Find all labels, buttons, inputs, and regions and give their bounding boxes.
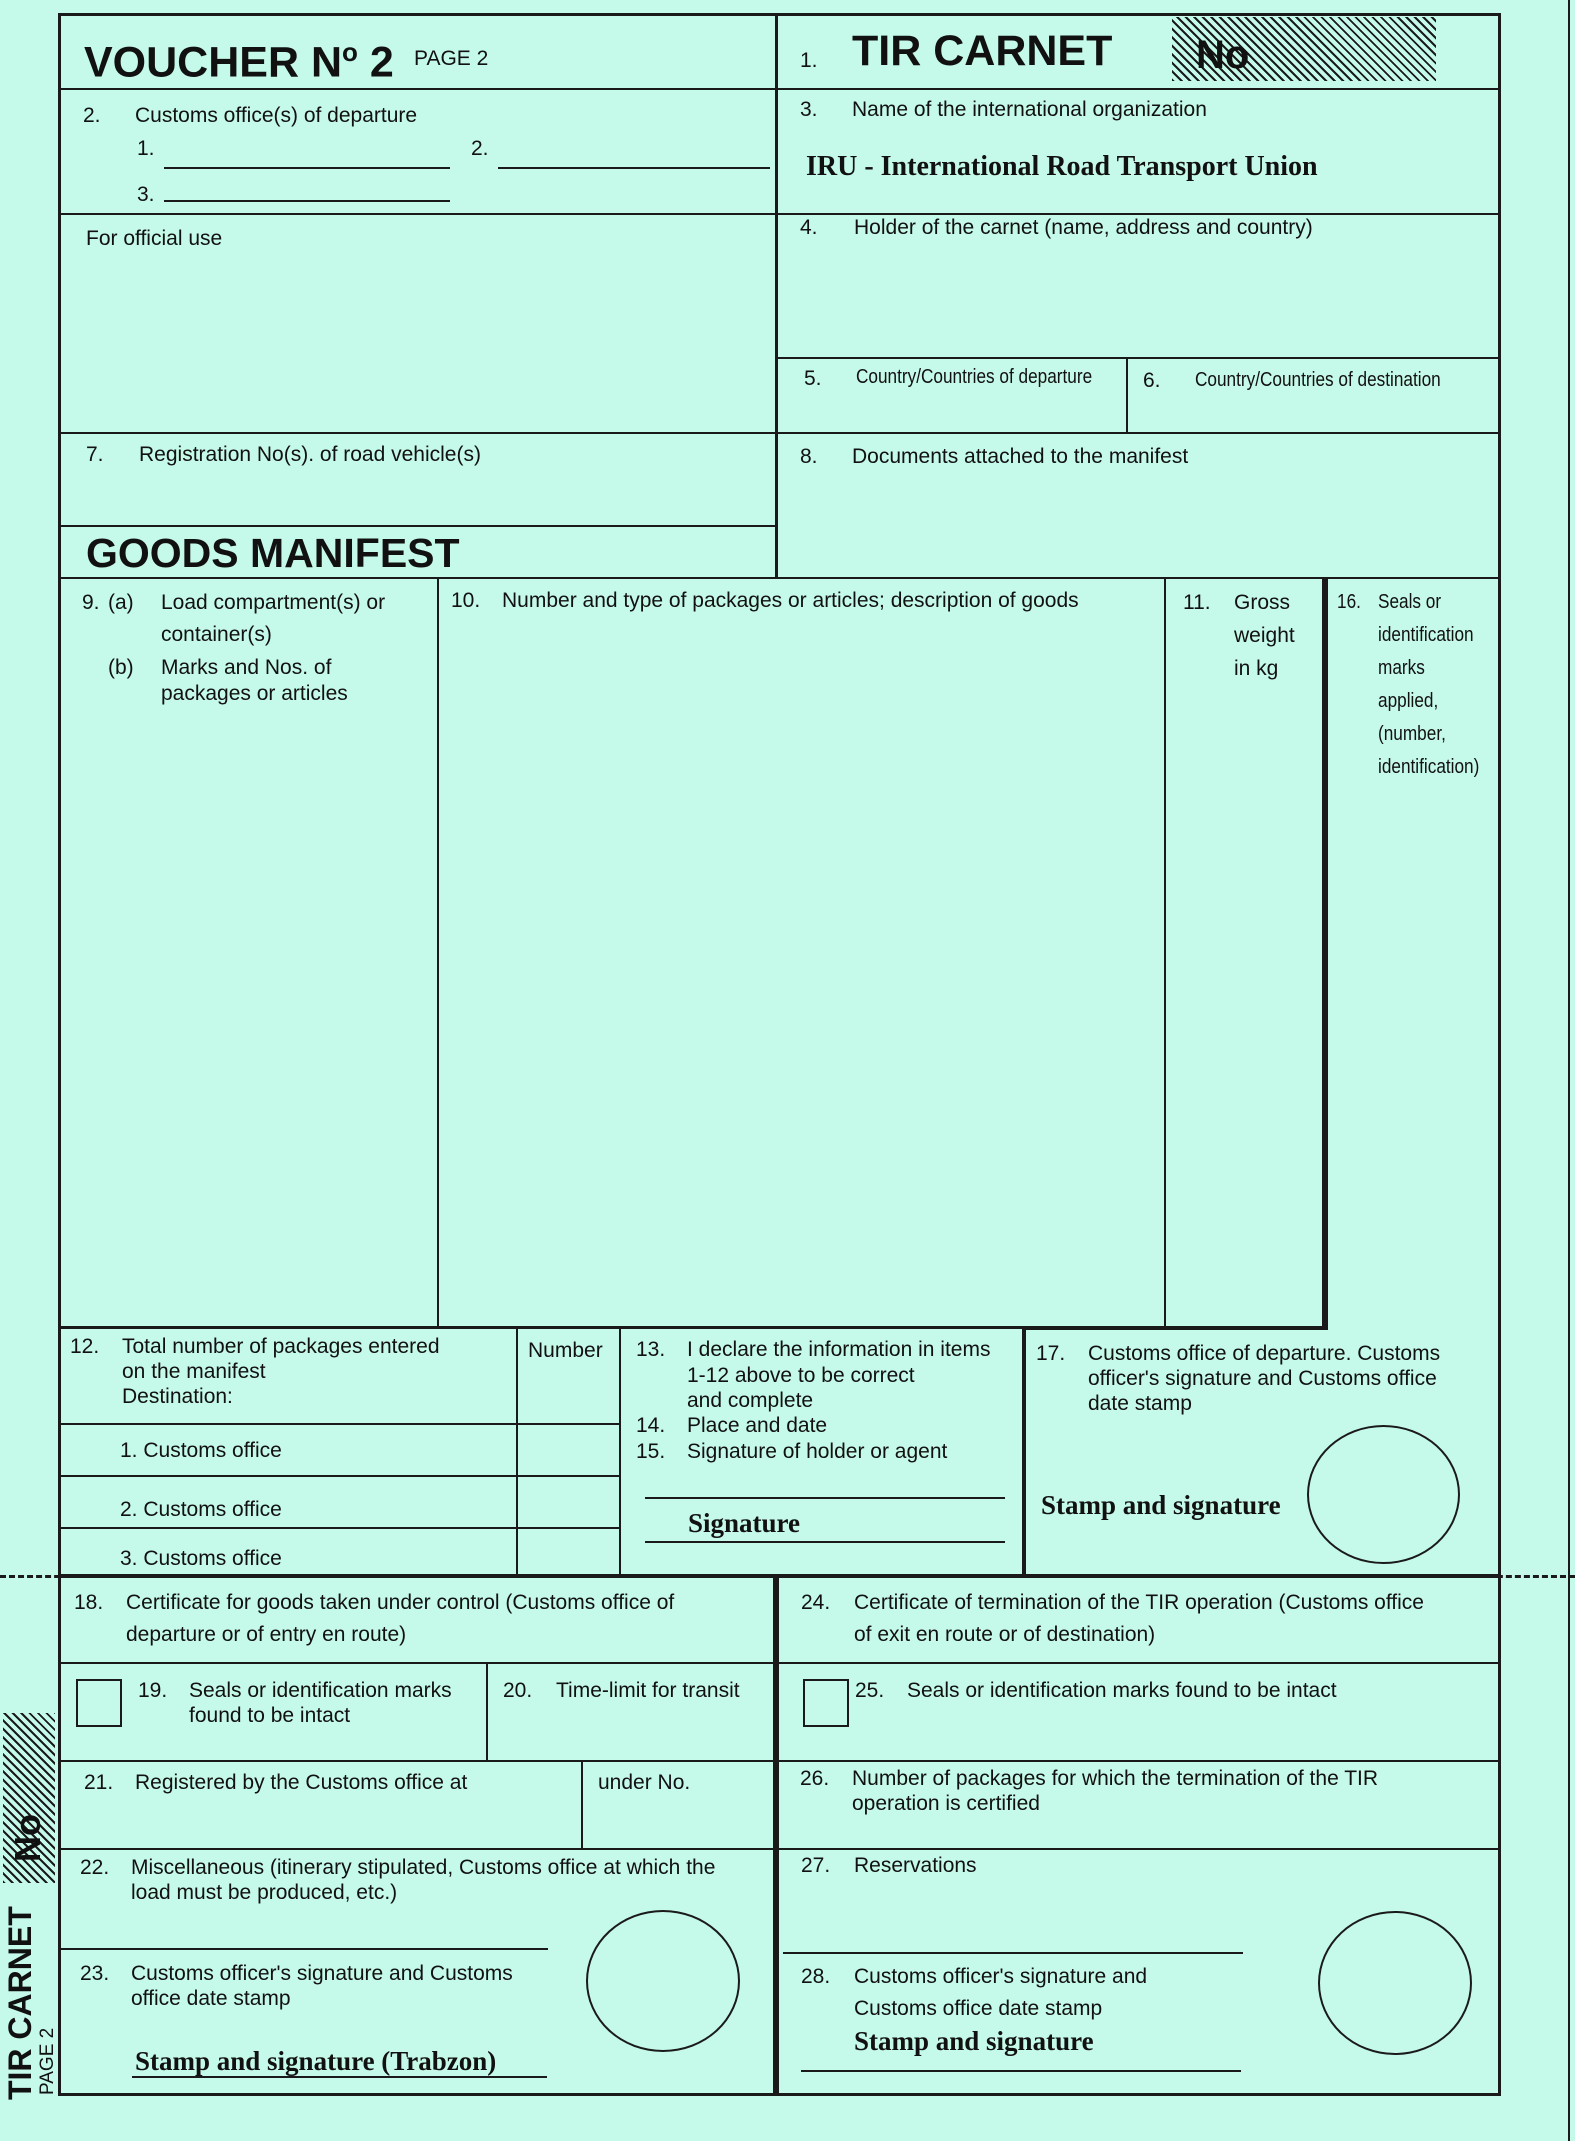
box25-checkbox[interactable] [803,1679,849,1727]
box20-num: 20. [503,1679,533,1702]
box2-line2-label: 2. [471,137,489,160]
box21-under-no: under No. [598,1771,691,1794]
box17-line2: officer's signature and Customs office [1088,1367,1437,1390]
box12-line2: on the manifest [122,1360,266,1383]
box27-label: Reservations [854,1854,977,1877]
box10-num: 10. [451,589,481,612]
box23-num: 23. [80,1962,110,1985]
box28-line1: Customs officer's signature and [854,1965,1148,1988]
box8-label: Documents attached to the manifest [852,445,1189,468]
box3-num: 3. [800,98,818,121]
box19-num: 19. [138,1679,168,1702]
cut-line [0,1575,1575,1578]
box22-line1: Miscellaneous (itinerary stipulated, Customs office at which the [131,1856,716,1879]
box12-line3: Destination: [122,1385,233,1408]
box16-line6: identification) [1378,756,1480,778]
box20-label: Time-limit for transit [556,1679,740,1702]
side-no: No [7,1814,48,1862]
box14-label: Place and date [687,1414,828,1437]
box18-line2: departure or of entry en route) [126,1623,407,1646]
box13-num: 13. [636,1338,666,1361]
box11-line2: weight [1234,624,1295,647]
box7-label: Registration No(s). of road vehicle(s) [139,443,481,466]
box28-num: 28. [801,1965,831,1988]
box10-label: Number and type of packages or articles; description of goods [502,589,1079,612]
box23-stamp: Stamp and signature (Trabzon) [135,2046,497,2076]
box16-line1: Seals or [1378,591,1442,613]
box23-line2: office date stamp [131,1987,291,2010]
box9-num: 9. [82,591,100,614]
box2-line3 [164,200,450,202]
box21-num: 21. [84,1771,114,1794]
box23-stamp-circle [586,1910,740,2052]
box8-num: 8. [800,445,818,468]
box17-num: 17. [1036,1342,1066,1365]
box21-label: Registered by the Customs office at [135,1771,468,1794]
box24-line2: of exit en route or of destination) [854,1623,1156,1646]
box2-line1-label: 1. [137,137,155,160]
box7-num: 7. [86,443,104,466]
box13-line3: and complete [687,1389,814,1412]
box6-label: Country/Countries of destination [1195,369,1441,391]
box17-stamp-circle [1307,1425,1460,1564]
box3-label: Name of the international organization [852,98,1207,121]
box28-stamp-circle [1318,1911,1472,2055]
box16-line5: (number, [1378,723,1446,745]
box5-num: 5. [804,367,822,390]
box16-num: 16. [1337,591,1361,613]
carnet-no: No [1196,33,1250,77]
customs-office-2: 2. Customs office [120,1498,282,1521]
box16-line3: marks [1378,657,1425,679]
side-page: PAGE 2 [37,2027,58,2095]
box4-num: 4. [800,216,818,239]
box9-b-label1: Marks and Nos. of [161,656,332,679]
side-carnet-title: TIR CARNET [2,1906,38,2100]
box11-line3: in kg [1234,657,1279,680]
box9-b-label2: packages or articles [161,682,348,705]
box2-line3-label: 3. [137,183,155,206]
box9-a: (a) [108,591,134,614]
customs-office-3: 3. Customs office [120,1547,282,1570]
box4-label: Holder of the carnet (name, address and country) [854,216,1313,239]
box25-label: Seals or identification marks found to be intact [907,1679,1337,1702]
box16-line4: applied, [1378,690,1439,712]
box24-num: 24. [801,1591,831,1614]
box11-num: 11. [1183,591,1211,614]
box23-line1: Customs officer's signature and Customs [131,1962,513,1985]
box19-line1: Seals or identification marks [189,1679,452,1702]
box15-label: Signature of holder or agent [687,1440,948,1463]
carnet-title: TIR CARNET [852,27,1113,75]
box28-line2: Customs office date stamp [854,1997,1103,2020]
voucher-title: VOUCHER $N^o$ 2 [84,37,394,87]
organization-name: IRU - International Road Transport Union [806,151,1318,182]
box5-label: Country/Countries of departure [856,366,1093,388]
box17-line1: Customs office of departure. Customs [1088,1342,1441,1365]
box28-stamp: Stamp and signature [854,2026,1094,2056]
box9-a-label1: Load compartment(s) or [161,591,386,614]
box12-number-header: Number [528,1339,603,1362]
goods-manifest-title: GOODS MANIFEST [86,530,460,576]
customs-office-1: 1. Customs office [120,1439,282,1462]
box2-line2 [498,167,770,169]
box13-line1: I declare the information in items [687,1338,991,1361]
box27-num: 27. [801,1854,831,1877]
box25-num: 25. [855,1679,885,1702]
box16-line2: identification [1378,624,1474,646]
box18-num: 18. [74,1591,104,1614]
box14-num: 14. [636,1414,666,1437]
box12-line1: Total number of packages entered [122,1335,440,1358]
box26-line2: operation is certified [852,1792,1040,1815]
box26-line1: Number of packages for which the termination of the TIR [852,1767,1379,1790]
box9-b: (b) [108,656,134,679]
carnet-num-label: 1. [800,49,818,72]
official-use-label: For official use [86,227,223,250]
box17-line3: date stamp [1088,1392,1192,1415]
box11-line1: Gross [1234,591,1291,614]
box19-line2: found to be intact [189,1704,351,1727]
box6-num: 6. [1143,369,1161,392]
box9-a-label2: container(s) [161,623,272,646]
box17-stamp: Stamp and signature [1041,1490,1281,1520]
box24-line1: Certificate of termination of the TIR operation (Customs office [854,1591,1424,1614]
box13-line2: 1-12 above to be correct [687,1364,915,1387]
box12-num: 12. [70,1335,100,1358]
box22-line2: load must be produced, etc.) [131,1881,398,1904]
box18-line1: Certificate for goods taken under control (Customs office of [126,1591,675,1614]
box2-line1 [164,167,450,169]
voucher-page: PAGE 2 [414,47,489,70]
box2-label: Customs office(s) of departure [135,104,418,127]
box15-num: 15. [636,1440,666,1463]
box19-checkbox[interactable] [76,1679,122,1727]
box26-num: 26. [800,1767,830,1790]
box22-num: 22. [80,1856,110,1879]
holder-signature: Signature [688,1508,801,1538]
box2-num: 2. [83,104,101,127]
